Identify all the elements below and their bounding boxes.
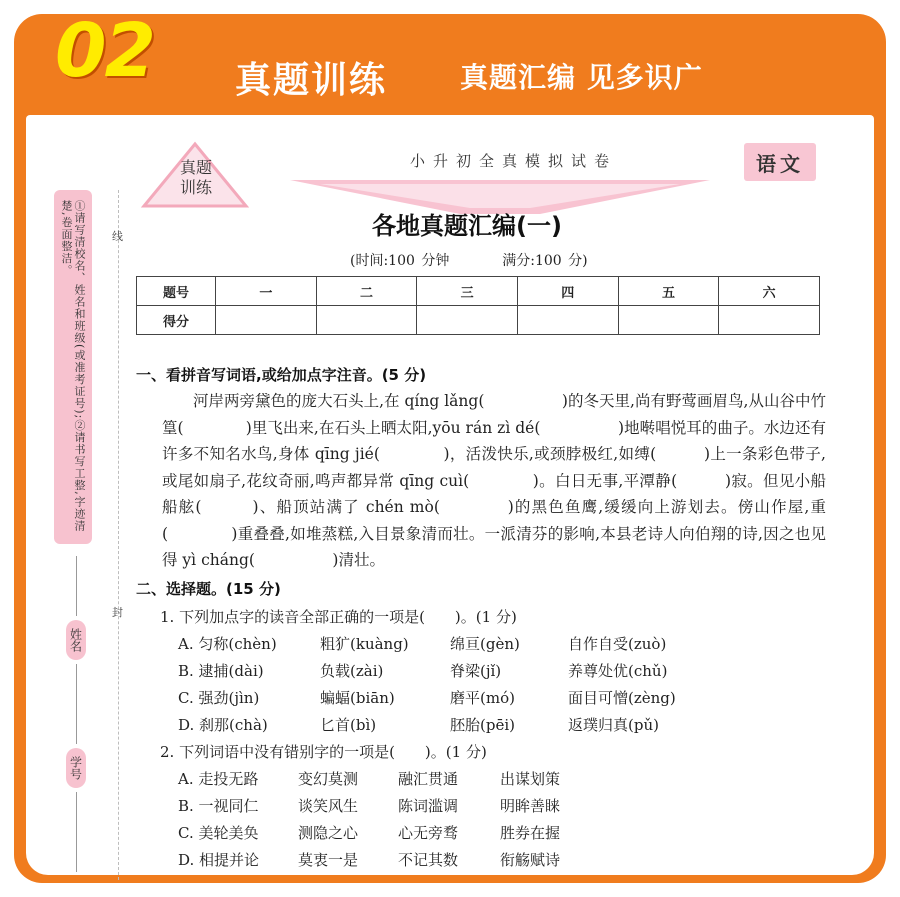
- option-item: B. 一视同仁: [178, 797, 259, 815]
- option-item: 出谋划策: [500, 770, 561, 788]
- exam-series: 小升初全真模拟试卷: [410, 152, 618, 170]
- option-item: 脊梁(jǐ): [450, 662, 502, 680]
- option-item: 粗犷(kuàng): [320, 635, 409, 653]
- option-item: 磨平(mó): [450, 689, 515, 707]
- option-item: 陈词滥调: [398, 797, 459, 815]
- option-item: 莫衷一是: [298, 851, 359, 869]
- triangle-label: 真题 训练: [179, 158, 212, 197]
- option-item: 谈笑风生: [298, 797, 359, 815]
- option-item: A. 匀称(chèn): [178, 635, 277, 653]
- option-item: 变幻莫测: [298, 770, 359, 788]
- table-cell: 五: [618, 277, 719, 306]
- score-input-cell[interactable]: [719, 306, 820, 335]
- time-and-score: (时间:100 分钟 满分:100 分): [350, 253, 588, 269]
- option-item: 面目可憎(zèng): [568, 689, 676, 707]
- question-1: 1. 下列加点字的读音全部正确的一项是( )。(1 分): [160, 608, 517, 626]
- binding-line: [118, 190, 119, 880]
- score-table: [136, 276, 820, 335]
- banner-subtitle: 真题汇编 见多识广: [460, 61, 703, 94]
- option-row: [178, 849, 560, 870]
- option-item: 胜券在握: [500, 824, 561, 842]
- option-item: C. 强劲(jìn): [178, 689, 260, 707]
- option-row: [178, 795, 560, 816]
- option-item: 明眸善睐: [500, 797, 561, 815]
- subject-badge: 语文: [744, 143, 816, 181]
- option-row: [178, 822, 560, 843]
- section-number-badge: 02: [55, 8, 154, 94]
- option-item: D. 相提并论: [178, 851, 260, 869]
- option-item: 绵亘(gèn): [450, 635, 520, 653]
- section-1-passage: 河岸两旁黛色的庞大石头上,在 qíng lǎng( )的冬天里,尚有野莺画眉鸟,从山谷中竹篁( )里飞出来,在石头上晒太阳,yōu rán zì dé( )地啭唱悦耳的曲子。水边还有许多不知名水鸟,身体 qīng jié( )，活泼快乐,或颈脖极红,如缚( )上一条彩色带子,或尾如扇子,花纹奇丽,鸣声都异常 qīng cuì( )。白日无事,平潭静( )寂。但见小船船舷( )、船顶站满了 chén mò( )的黑色鱼鹰,缓缓向上游划去。傍山作屋,重( )重叠叠,如堆蒸糕,入目景象清而壮。一派清芬的影响,本县老诗人向伯翔的诗,因之也见得 yì cháng( )清壮。: [162, 392, 826, 569]
- table-cell: 一: [216, 277, 317, 306]
- table-row: [137, 277, 820, 306]
- score-input-cell[interactable]: [417, 306, 518, 335]
- field-line: [76, 664, 77, 744]
- table-row: [137, 306, 820, 335]
- banner-title: 真题训练: [235, 60, 388, 101]
- exam-title: 各地真题汇编(一): [372, 212, 562, 240]
- field-line: [76, 792, 77, 872]
- option-item: 衔觞赋诗: [500, 851, 561, 869]
- option-item: 匕首(bì): [320, 716, 377, 734]
- margin-mark-line: 线: [112, 230, 123, 243]
- option-row: [178, 714, 659, 735]
- table-cell: 三: [417, 277, 518, 306]
- name-field-label: 姓名: [66, 620, 86, 660]
- table-cell: 六: [719, 277, 820, 306]
- score-input-cell[interactable]: [517, 306, 618, 335]
- score-input-cell[interactable]: [618, 306, 719, 335]
- question-2: 2. 下列词语中没有错别字的一项是( )。(1 分): [160, 743, 487, 761]
- option-row: [178, 687, 676, 708]
- score-input-cell[interactable]: [216, 306, 317, 335]
- instruction-text: ①请写清校名、姓名和班级(或准考证号);②请书写工整,字迹清楚,卷面整洁。: [60, 200, 86, 532]
- option-item: 胚胎(pēi): [450, 716, 515, 734]
- table-cell: 二: [316, 277, 417, 306]
- option-row: [178, 633, 666, 654]
- option-item: 养尊处优(chǔ): [568, 662, 668, 680]
- option-item: 心无旁骛: [398, 824, 459, 842]
- table-cell: 得分: [137, 306, 216, 335]
- option-row: [178, 660, 667, 681]
- option-item: B. 逮捕(dài): [178, 662, 264, 680]
- field-line: [76, 556, 77, 616]
- option-item: 返璞归真(pǔ): [568, 716, 659, 734]
- margin-mark-seal: 封: [112, 606, 123, 619]
- option-row: [178, 768, 560, 789]
- option-item: A. 走投无路: [178, 770, 259, 788]
- option-item: 测隐之心: [298, 824, 359, 842]
- option-item: 自作自受(zuò): [568, 635, 667, 653]
- option-item: D. 刹那(chà): [178, 716, 268, 734]
- option-item: C. 美轮美奂: [178, 824, 259, 842]
- option-item: 负载(zài): [320, 662, 384, 680]
- section-1-heading: 一、看拼音写词语,或给加点字注音。(5 分): [136, 366, 427, 384]
- section-2-heading: 二、选择题。(15 分): [136, 580, 281, 598]
- score-input-cell[interactable]: [316, 306, 417, 335]
- option-item: 不记其数: [398, 851, 459, 869]
- table-cell: 四: [517, 277, 618, 306]
- table-cell: 题号: [137, 277, 216, 306]
- option-item: 融汇贯通: [398, 770, 459, 788]
- option-item: 蝙蝠(biān): [320, 689, 395, 707]
- student-id-field-label: 学号: [66, 748, 86, 788]
